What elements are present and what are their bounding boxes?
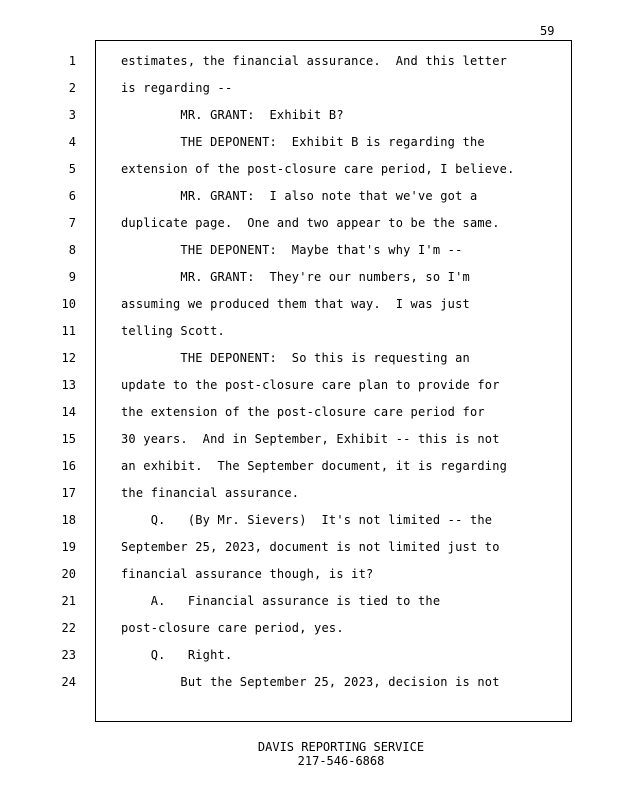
transcript-line: Q. (By Mr. Sievers) It's not limited -- the — [121, 513, 493, 527]
transcript-line: September 25, 2023, document is not limited just to — [121, 540, 500, 554]
transcript-line: an exhibit. The September document, it is regarding — [121, 459, 508, 473]
transcript-line: THE DEPONENT: Maybe that's why I'm -- — [121, 243, 463, 257]
reporting-company: DAVIS REPORTING SERVICE — [257, 740, 425, 754]
line-number: 16 — [61, 459, 76, 473]
transcript-line: 30 years. And in September, Exhibit -- this is not — [121, 432, 500, 446]
transcript-line: THE DEPONENT: Exhibit B is regarding the — [121, 135, 485, 149]
line-number: 7 — [68, 216, 76, 230]
line-number: 3 — [68, 108, 76, 122]
transcript-line: estimates, the financial assurance. And this letter — [121, 54, 508, 68]
line-number: 12 — [61, 351, 76, 365]
reporting-phone: 217-546-6868 — [297, 754, 385, 768]
transcript-line: A. Financial assurance is tied to the — [121, 594, 441, 608]
transcript-line: MR. GRANT: Exhibit B? — [121, 108, 344, 122]
transcript-line: MR. GRANT: I also note that we've got a — [121, 189, 478, 203]
line-number: 20 — [61, 567, 76, 581]
transcript-line: is regarding -- — [121, 81, 233, 95]
line-number: 9 — [68, 270, 76, 284]
footer — [0, 740, 618, 768]
transcript-line: extension of the post-closure care period, I believe. — [121, 162, 515, 176]
line-number: 6 — [68, 189, 76, 203]
page-number: 59 — [540, 24, 555, 38]
line-number: 18 — [61, 513, 76, 527]
line-number: 15 — [61, 432, 76, 446]
transcript-line: MR. GRANT: They're our numbers, so I'm — [121, 270, 470, 284]
transcript-line: the extension of the post-closure care period for — [121, 405, 485, 419]
transcript-line: assuming we produced them that way. I was just — [121, 297, 470, 311]
line-number: 13 — [61, 378, 76, 392]
line-number: 21 — [61, 594, 76, 608]
line-number: 8 — [68, 243, 76, 257]
line-number: 24 — [61, 675, 76, 689]
line-number: 1 — [68, 54, 76, 68]
line-number: 23 — [61, 648, 76, 662]
line-number: 11 — [61, 324, 76, 338]
line-number: 5 — [68, 162, 76, 176]
transcript-line: THE DEPONENT: So this is requesting an — [121, 351, 470, 365]
transcript-line: post-closure care period, yes. — [121, 621, 344, 635]
line-number: 4 — [68, 135, 76, 149]
line-number: 17 — [61, 486, 76, 500]
transcript-line: duplicate page. One and two appear to be the same. — [121, 216, 500, 230]
line-number: 10 — [61, 297, 76, 311]
line-number: 2 — [68, 81, 76, 95]
transcript-line: Q. Right. — [121, 648, 233, 662]
transcript-line: financial assurance though, is it? — [121, 567, 374, 581]
line-number: 14 — [61, 405, 76, 419]
transcript-line: update to the post-closure care plan to provide for — [121, 378, 500, 392]
line-number: 19 — [61, 540, 76, 554]
transcript-line: the financial assurance. — [121, 486, 300, 500]
line-number: 22 — [61, 621, 76, 635]
transcript-line: telling Scott. — [121, 324, 225, 338]
transcript-line: But the September 25, 2023, decision is not — [121, 675, 500, 689]
